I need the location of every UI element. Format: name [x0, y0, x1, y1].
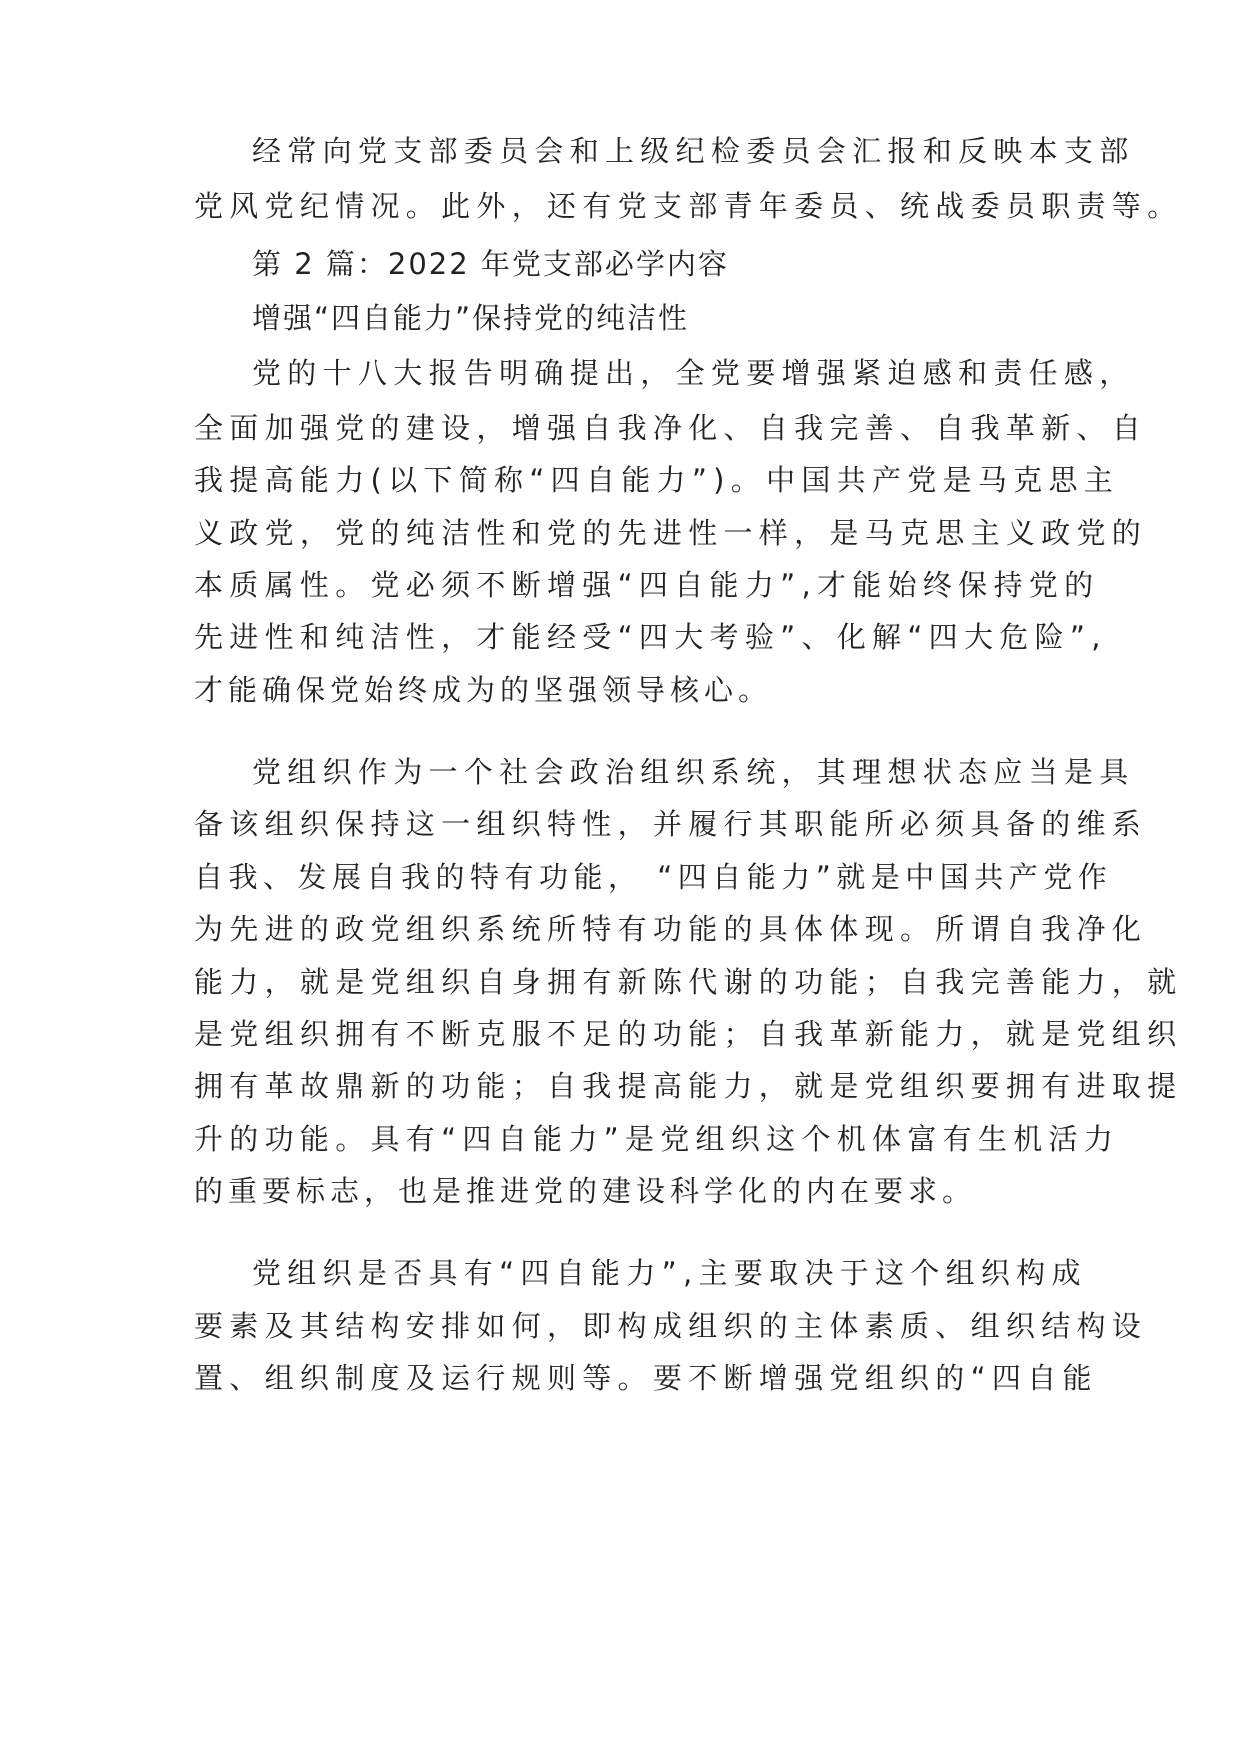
paragraph-line: 要素及其结构安排如何，即构成组织的主体素质、组织结构设 — [194, 1309, 1148, 1343]
paragraph-line: 党风党纪情况。此外，还有党支部青年委员、统战委员职责等。 — [194, 189, 1183, 223]
paragraph-line: 是党组织拥有不断克服不足的功能；自我革新能力，就是党组织 — [194, 1017, 1183, 1051]
paragraph-line: 党组织是否具有“四自能力”,主要取决于这个组织构成 — [252, 1256, 1087, 1290]
paragraph-line: 升的功能。具有“四自能力”是党组织这个机体富有生机活力 — [194, 1122, 1120, 1156]
paragraph-line: 义政党，党的纯洁性和党的先进性一样，是马克思主义政党的 — [194, 516, 1148, 550]
paragraph-line: 拥有革故鼎新的功能；自我提高能力，就是党组织要拥有进取提 — [194, 1069, 1183, 1103]
paragraph-line: 备该组织保持这一组织特性，并履行其职能所必须具备的维系 — [194, 807, 1148, 841]
article-title: 增强“四自能力”保持党的纯洁性 — [252, 301, 690, 335]
paragraph-line: 置、组织制度及运行规则等。要不断增强党组织的“四自能 — [194, 1361, 1098, 1395]
paragraph-line: 全面加强党的建设，增强自我净化、自我完善、自我革新、自 — [194, 411, 1148, 445]
paragraph-line: 本质属性。党必须不断增强“四自能力”,才能始终保持党的 — [194, 568, 1100, 602]
paragraph-line: 党组织作为一个社会政治组织系统，其理想状态应当是具 — [252, 755, 1135, 789]
paragraph-line: 为先进的政党组织系统所特有功能的具体体现。所谓自我净化 — [194, 912, 1148, 946]
paragraph-line: 能力，就是党组织自身拥有新陈代谢的功能；自我完善能力，就 — [194, 965, 1183, 999]
paragraph-line: 自我、发展自我的特有功能， “四自能力”就是中国共产党作 — [194, 860, 1113, 894]
section-heading: 第 2 篇：2022 年党支部必学内容 — [252, 247, 729, 281]
paragraph-line: 才能确保党始终成为的坚强领导核心。 — [194, 673, 773, 707]
paragraph-line: 党的十八大报告明确提出，全党要增强紧迫感和责任感， — [252, 356, 1135, 390]
paragraph-line: 先进性和纯洁性，才能经受“四大考验”、化解“四大危险”, — [194, 620, 1107, 654]
paragraph-line: 的重要标志，也是推进党的建设科学化的内在要求。 — [194, 1174, 977, 1208]
paragraph-line: 经常向党支部委员会和上级纪检委员会汇报和反映本支部 — [252, 134, 1135, 168]
paragraph-line: 我提高能力(以下简称“四自能力”)。中国共产党是马克思主 — [194, 463, 1120, 497]
